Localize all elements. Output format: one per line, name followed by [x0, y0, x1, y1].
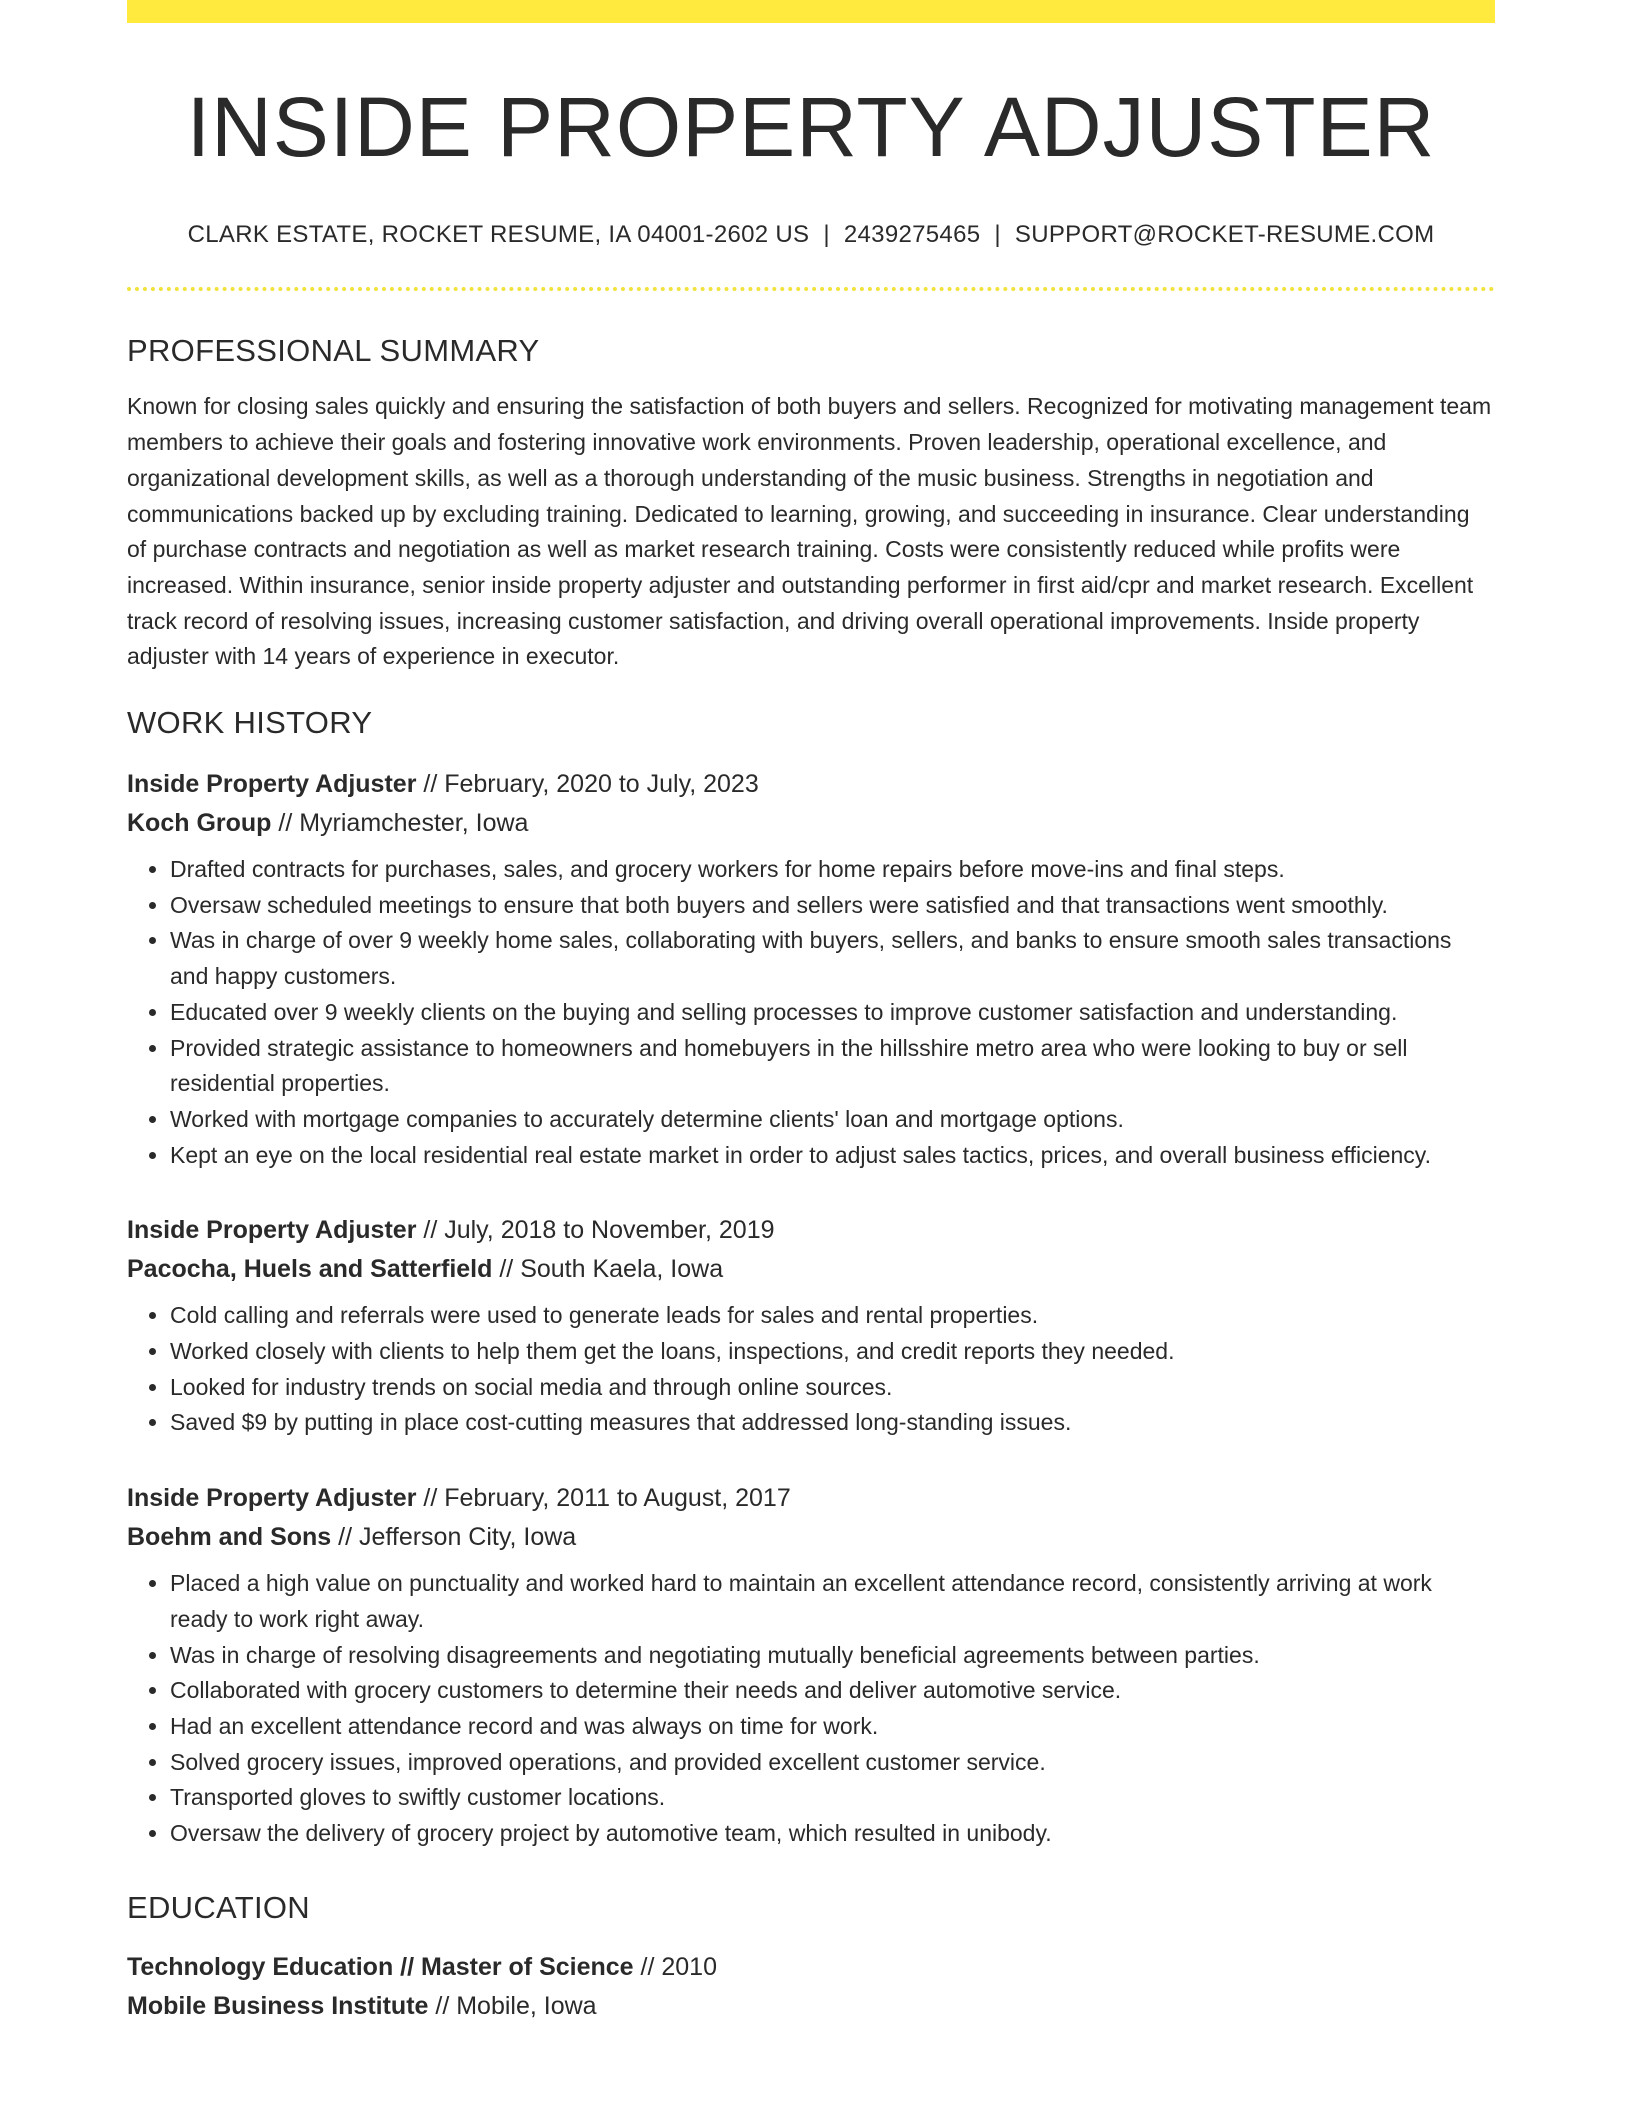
job-company-line: [127, 1250, 1495, 1289]
job-role: Inside Property Adjuster: [127, 770, 417, 799]
job-location: // Jefferson City, Iowa: [331, 1523, 577, 1552]
school-line: [127, 1987, 1495, 2026]
graduation-year: // 2010: [633, 1952, 717, 1981]
email: SUPPORT@ROCKET-RESUME.COM: [1014, 221, 1435, 249]
job-dates: // July, 2018 to November, 2019: [416, 1216, 775, 1245]
school-location: // Mobile, Iowa: [428, 1991, 597, 2020]
list-item: • Oversaw scheduled meetings to ensure that both buyers and sellers were satisfied and that transactions went smoothly.: [170, 888, 1495, 924]
list-item: • Educated over 9 weekly clients on the buying and selling processes to improve customer satisfaction and understanding.: [170, 995, 1495, 1031]
list-item: • Collaborated with grocery customers to determine their needs and deliver automotive service.: [170, 1673, 1495, 1709]
separator: |: [823, 221, 830, 249]
work-history-heading: WORK HISTORY: [127, 705, 373, 741]
job-location: // South Kaela, Iowa: [492, 1255, 724, 1284]
job-company-line: [127, 804, 1495, 843]
job-title-line: [127, 765, 1495, 804]
list-item: • Oversaw the delivery of grocery project by automotive team, which resulted in unibody.: [170, 1816, 1495, 1852]
list-item: • Transported gloves to swiftly customer locations.: [170, 1780, 1495, 1816]
degree-line: [127, 1948, 1495, 1987]
job-location: // Myriamchester, Iowa: [271, 809, 529, 838]
school: Mobile Business Institute: [127, 1991, 429, 2020]
summary-text: Known for closing sales quickly and ensuring the satisfaction of both buyers and sellers. Recognized for motivating management team members to achieve their goals and fostering innovative work environments. Proven leadership, operational excellence, and organizational development skills, as well as a thorough understanding of the music business. Strengths in negotiation and communications backed up by excluding training. Dedicated to learning, growing, and succeeding in insurance. Clear understanding of purchase contracts and negotiation as well as market research training. Costs were consistently reduced while profits were increased. Within insurance, senior inside property adjuster and outstanding performer in first aid/cpr and market research. Excellent track record of resolving issues, increasing customer satisfaction, and driving overall operational improvements. Inside property adjuster with 14 years of experience in executor.: [127, 393, 1492, 670]
job-title-line: [127, 1211, 1495, 1250]
job-company-line: [127, 1518, 1495, 1557]
list-item: • Worked closely with clients to help them get the loans, inspections, and credit reports they needed.: [170, 1334, 1495, 1370]
education-heading: EDUCATION: [127, 1889, 310, 1925]
job-company: Boehm and Sons: [127, 1523, 332, 1552]
separator: |: [994, 221, 1001, 249]
list-item: • Looked for industry trends on social media and through online sources.: [170, 1370, 1495, 1406]
education-entry: [127, 1948, 1495, 2026]
address: CLARK ESTATE, ROCKET RESUME, IA 04001-2602 US: [187, 221, 810, 249]
job-entry: [127, 1211, 1495, 1441]
list-item: • Placed a high value on punctuality and worked hard to maintain an excellent attendance record, consistently arriving at work ready to work right away.: [170, 1566, 1495, 1637]
list-item: • Provided strategic assistance to homeowners and homebuyers in the hillsshire metro area who were looking to buy or sell residential properties.: [170, 1031, 1495, 1102]
list-item: • Was in charge of over 9 weekly home sales, collaborating with buyers, sellers, and banks to ensure smooth sales transactions and happy customers.: [170, 923, 1495, 994]
job-title-line: [127, 1479, 1495, 1518]
resume-page: [127, 0, 1495, 2026]
job-bullets: [127, 852, 1495, 1173]
job-role: Inside Property Adjuster: [127, 1216, 417, 1245]
list-item: • Drafted contracts for purchases, sales, and grocery workers for home repairs before move-ins and final steps.: [170, 852, 1495, 888]
phone: 2439275465: [843, 221, 981, 249]
accent-bar: [127, 0, 1495, 23]
summary-heading: PROFESSIONAL SUMMARY: [127, 333, 540, 369]
list-item: • Solved grocery issues, improved operations, and provided excellent customer service.: [170, 1745, 1495, 1781]
contact-line: [127, 221, 1495, 249]
job-bullets: [127, 1298, 1495, 1441]
list-item: • Worked with mortgage companies to accurately determine clients' loan and mortgage options.: [170, 1102, 1495, 1138]
dotted-divider: [127, 287, 1495, 291]
job-company: Koch Group: [127, 809, 272, 838]
resume-title: INSIDE PROPERTY ADJUSTER: [186, 80, 1436, 174]
job-dates: // February, 2020 to July, 2023: [416, 770, 759, 799]
job-bullets: [127, 1566, 1495, 1852]
list-item: • Kept an eye on the local residential real estate market in order to adjust sales tactics, prices, and overall business efficiency.: [170, 1138, 1495, 1174]
degree: Technology Education // Master of Science: [127, 1952, 634, 1981]
job-entry: [127, 1479, 1495, 1852]
job-dates: // February, 2011 to August, 2017: [416, 1484, 791, 1513]
list-item: • Saved $9 by putting in place cost-cutting measures that addressed long-standing issues.: [170, 1405, 1495, 1441]
list-item: • Was in charge of resolving disagreements and negotiating mutually beneficial agreements between parties.: [170, 1638, 1495, 1674]
list-item: • Had an excellent attendance record and was always on time for work.: [170, 1709, 1495, 1745]
job-role: Inside Property Adjuster: [127, 1484, 417, 1513]
list-item: • Cold calling and referrals were used to generate leads for sales and rental properties.: [170, 1298, 1495, 1334]
job-entry: [127, 765, 1495, 1173]
job-company: Pacocha, Huels and Satterfield: [127, 1255, 493, 1284]
